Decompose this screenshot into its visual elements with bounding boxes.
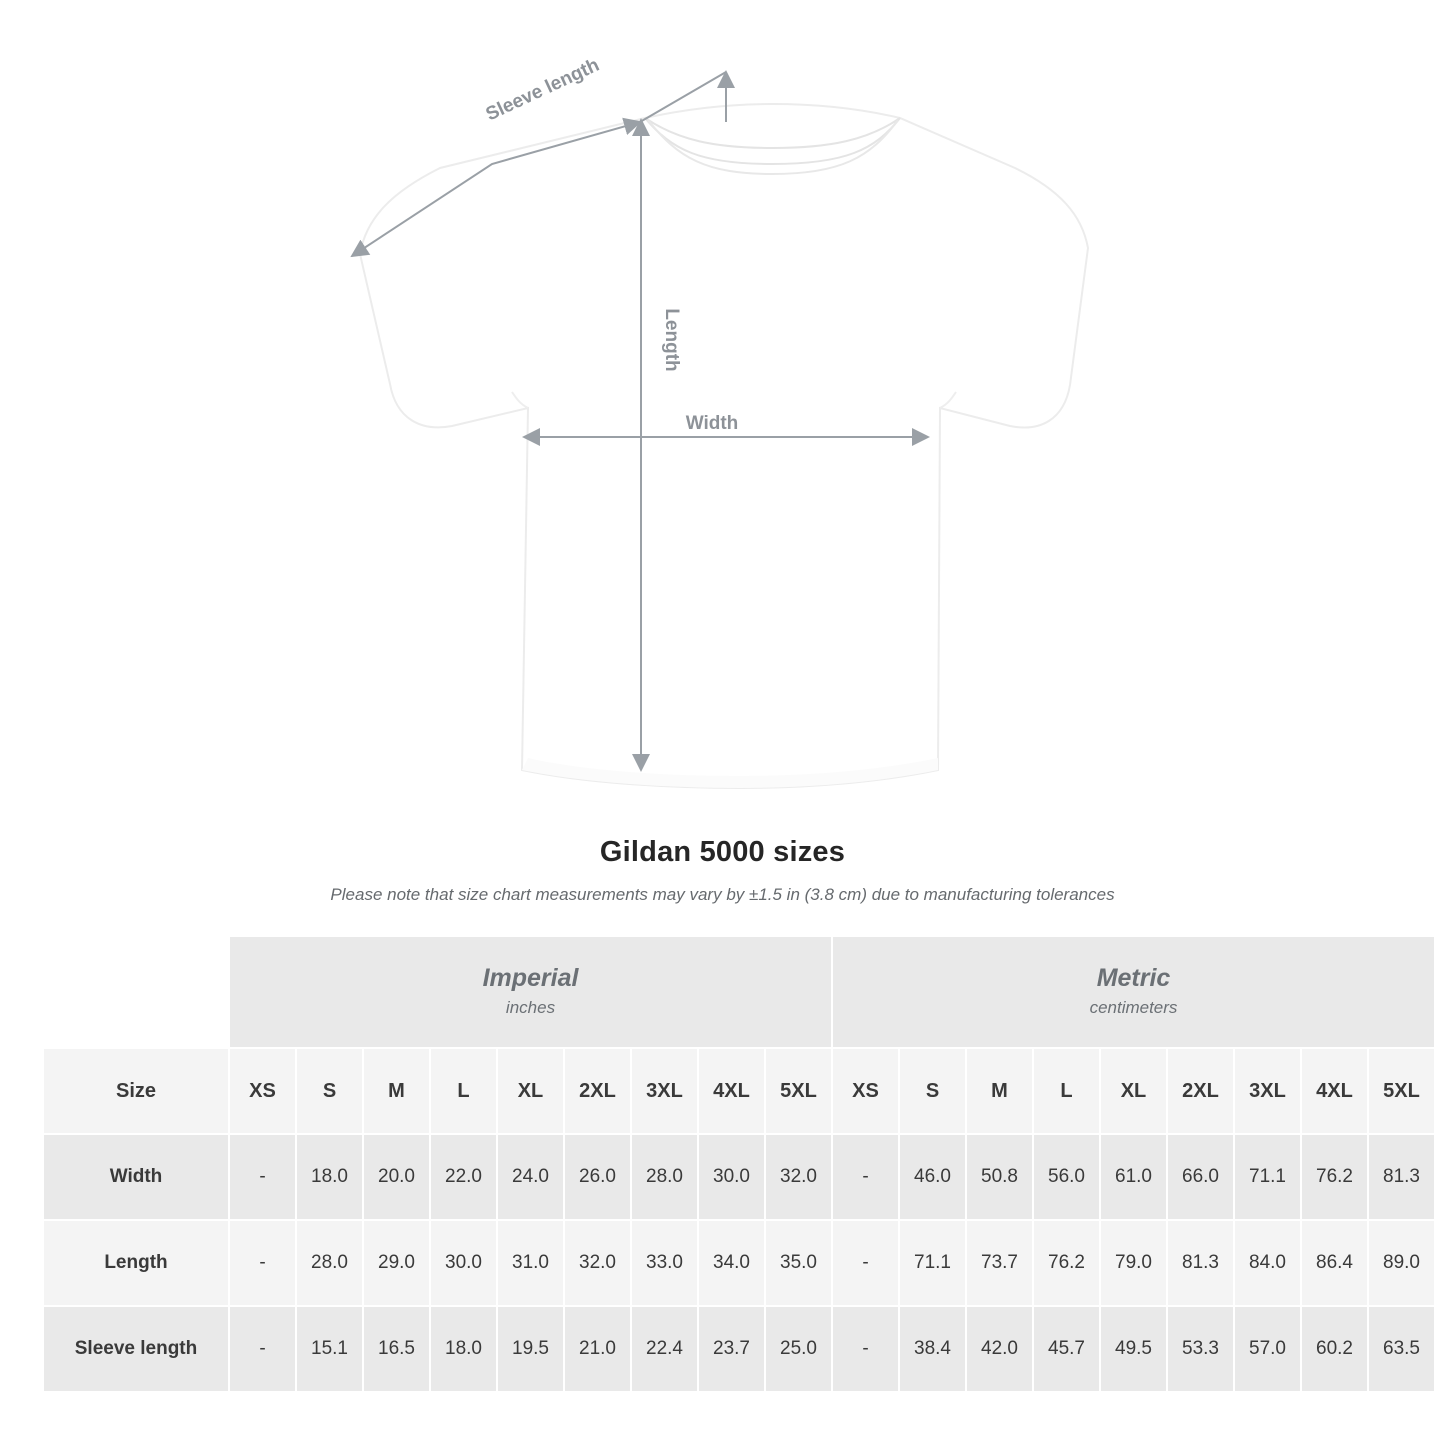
cell-length-imperial-3xl: 33.0 (631, 1220, 698, 1306)
size-col-metric-xs: XS (832, 1048, 899, 1134)
size-col-imperial-xl: XL (497, 1048, 564, 1134)
cell-width-imperial-xl: 24.0 (497, 1134, 564, 1220)
cell-length-metric-3xl: 84.0 (1234, 1220, 1301, 1306)
table-row-sleeve-length (43, 1306, 1435, 1392)
cell-length-imperial-2xl: 32.0 (564, 1220, 631, 1306)
cell-sleeve-metric-s: 38.4 (899, 1306, 966, 1392)
cell-length-imperial-5xl: 35.0 (765, 1220, 832, 1306)
size-col-metric-4xl: 4XL (1301, 1048, 1368, 1134)
table-row-length (43, 1220, 1435, 1306)
unit-header-imperial (229, 936, 832, 1048)
cell-width-imperial-xs: - (229, 1134, 296, 1220)
size-col-imperial-2xl: 2XL (564, 1048, 631, 1134)
unit-header-spacer (43, 936, 229, 1048)
unit-name-imperial: Imperial (482, 963, 579, 992)
cell-sleeve-imperial-3xl: 22.4 (631, 1306, 698, 1392)
cell-sleeve-metric-m: 42.0 (966, 1306, 1033, 1392)
cell-length-imperial-m: 29.0 (363, 1220, 430, 1306)
size-col-metric-2xl: 2XL (1167, 1048, 1234, 1134)
unit-header-metric (832, 936, 1435, 1048)
cell-length-imperial-l: 30.0 (430, 1220, 497, 1306)
cell-width-metric-l: 56.0 (1033, 1134, 1100, 1220)
cell-width-metric-4xl: 76.2 (1301, 1134, 1368, 1220)
title-block (0, 836, 1445, 905)
cell-width-imperial-4xl: 30.0 (698, 1134, 765, 1220)
page-title: Gildan 5000 sizes (599, 836, 846, 868)
row-label-sleeve-length: Sleeve length (43, 1306, 229, 1392)
cell-sleeve-imperial-xs: - (229, 1306, 296, 1392)
size-col-metric-3xl: 3XL (1234, 1048, 1301, 1134)
size-col-imperial-5xl: 5XL (765, 1048, 832, 1134)
unit-name-metric: Metric (1096, 963, 1171, 992)
cell-width-imperial-2xl: 26.0 (564, 1134, 631, 1220)
cell-length-imperial-xl: 31.0 (497, 1220, 564, 1306)
cell-length-imperial-s: 28.0 (296, 1220, 363, 1306)
cell-sleeve-metric-3xl: 57.0 (1234, 1306, 1301, 1392)
size-col-imperial-s: S (296, 1048, 363, 1134)
sleeve-length-label: Sleeve length (482, 54, 603, 126)
cell-length-metric-2xl: 81.3 (1167, 1220, 1234, 1306)
cell-sleeve-imperial-2xl: 21.0 (564, 1306, 631, 1392)
unit-sub-imperial: inches (505, 998, 556, 1018)
cell-sleeve-imperial-xl: 19.5 (497, 1306, 564, 1392)
size-col-metric-5xl: 5XL (1368, 1048, 1435, 1134)
cell-length-metric-4xl: 86.4 (1301, 1220, 1368, 1306)
cell-width-metric-2xl: 66.0 (1167, 1134, 1234, 1220)
cell-sleeve-metric-4xl: 60.2 (1301, 1306, 1368, 1392)
cell-sleeve-metric-5xl: 63.5 (1368, 1306, 1435, 1392)
cell-length-metric-xl: 79.0 (1100, 1220, 1167, 1306)
row-label-length: Length (43, 1220, 229, 1306)
cell-length-metric-s: 71.1 (899, 1220, 966, 1306)
tolerance-note: Please note that size chart measurements may vary by ±1.5 in (3.8 cm) due to manufacturing tolerances (330, 885, 1115, 904)
cell-width-metric-3xl: 71.1 (1234, 1134, 1301, 1220)
cell-sleeve-metric-xs: - (832, 1306, 899, 1392)
cell-length-metric-5xl: 89.0 (1368, 1220, 1435, 1306)
tshirt-illustration (360, 104, 1088, 788)
cell-sleeve-imperial-5xl: 25.0 (765, 1306, 832, 1392)
cell-width-imperial-s: 18.0 (296, 1134, 363, 1220)
row-header-size: Size (43, 1048, 229, 1134)
cell-sleeve-metric-2xl: 53.3 (1167, 1306, 1234, 1392)
cell-width-metric-m: 50.8 (966, 1134, 1033, 1220)
row-label-width: Width (43, 1134, 229, 1220)
size-col-metric-xl: XL (1100, 1048, 1167, 1134)
size-col-imperial-3xl: 3XL (631, 1048, 698, 1134)
width-label: Width (685, 413, 739, 434)
size-table-wrapper (42, 935, 1420, 1393)
cell-width-imperial-l: 22.0 (430, 1134, 497, 1220)
cell-sleeve-imperial-l: 18.0 (430, 1306, 497, 1392)
cell-length-metric-xs: - (832, 1220, 899, 1306)
cell-sleeve-imperial-4xl: 23.7 (698, 1306, 765, 1392)
cell-sleeve-imperial-m: 16.5 (363, 1306, 430, 1392)
cell-width-imperial-m: 20.0 (363, 1134, 430, 1220)
size-col-imperial-l: L (430, 1048, 497, 1134)
cell-sleeve-metric-l: 45.7 (1033, 1306, 1100, 1392)
size-col-metric-s: S (899, 1048, 966, 1134)
cell-sleeve-metric-xl: 49.5 (1100, 1306, 1167, 1392)
size-col-imperial-m: M (363, 1048, 430, 1134)
cell-width-imperial-3xl: 28.0 (631, 1134, 698, 1220)
size-col-metric-l: L (1033, 1048, 1100, 1134)
unit-sub-metric: centimeters (1089, 998, 1178, 1018)
cell-width-metric-5xl: 81.3 (1368, 1134, 1435, 1220)
cell-length-metric-m: 73.7 (966, 1220, 1033, 1306)
length-label: Length (661, 308, 682, 372)
cell-width-metric-s: 46.0 (899, 1134, 966, 1220)
cell-length-imperial-xs: - (229, 1220, 296, 1306)
cell-sleeve-imperial-s: 15.1 (296, 1306, 363, 1392)
cell-width-imperial-5xl: 32.0 (765, 1134, 832, 1220)
size-table (42, 935, 1436, 1393)
table-row-width (43, 1134, 1435, 1220)
cell-length-metric-l: 76.2 (1033, 1220, 1100, 1306)
size-col-metric-m: M (966, 1048, 1033, 1134)
size-header-row (43, 1048, 1435, 1134)
size-col-imperial-4xl: 4XL (698, 1048, 765, 1134)
size-col-imperial-xs: XS (229, 1048, 296, 1134)
cell-length-imperial-4xl: 34.0 (698, 1220, 765, 1306)
cell-width-metric-xl: 61.0 (1100, 1134, 1167, 1220)
unit-header-row (43, 936, 1435, 1048)
cell-width-metric-xs: - (832, 1134, 899, 1220)
